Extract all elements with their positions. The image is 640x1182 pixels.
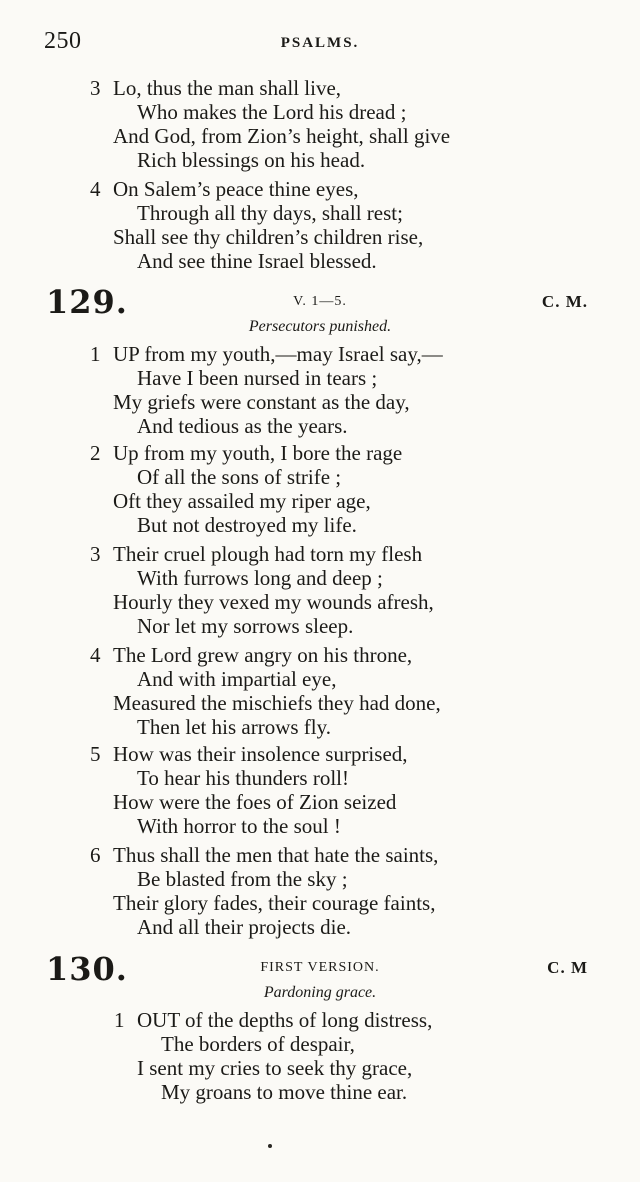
verse-line: On Salem’s peace thine eyes, [113,177,359,201]
version-label: FIRST VERSION. [260,960,380,975]
verse-line: The borders of despair, [161,1032,355,1056]
verse-line: And God, from Zion’s height, shall give [113,124,451,148]
verse-line: And all their projects die. [137,915,352,939]
psalm-subtitle: Persecutors punished. [248,318,392,335]
verse-line: UP from my youth,—may Israel say,— [113,342,443,366]
page-mark [268,1144,272,1148]
verse-line: And with impartial eye, [137,667,337,691]
stanza-number: 3 [90,542,101,566]
psalm-number: 130. [46,950,128,988]
verse-line: Through all thy days, shall rest; [137,201,403,225]
verse-line: My griefs were constant as the day, [113,390,410,414]
stanza-number: 1 [90,342,101,366]
verse-line: Their cruel plough had torn my flesh [113,542,423,566]
verse-line: I sent my cries to seek thy grace, [137,1056,413,1080]
stanza-number: 4 [90,643,101,667]
verse-line: The Lord grew angry on his throne, [113,643,413,667]
verse-range: V. 1—5. [293,294,347,309]
verse-line: And tedious as the years. [137,414,348,438]
verse-line: Lo, thus the man shall live, [113,76,342,100]
verse-line: And see thine Israel blessed. [137,249,377,273]
verse-line: Who makes the Lord his dread ; [137,100,407,124]
verse-line: Be blasted from the sky ; [137,867,348,891]
stanza-number: 6 [90,843,101,867]
psalm-subtitle: Pardoning grace. [263,984,377,1001]
verse-line: Hourly they vexed my wounds afresh, [113,590,434,614]
verse-line: Of all the sons of strife ; [137,465,342,489]
stanza-number: 4 [90,177,101,201]
verse-line: Nor let my sorrows sleep. [137,614,354,638]
meter: C. M [547,958,588,977]
running-title: PSALMS. [280,35,360,51]
verse-line: OUT of the depths of long distress, [137,1008,433,1032]
verse-line: To hear his thunders roll! [137,766,349,790]
stanza-number: 5 [90,742,101,766]
verse-line: Thus shall the men that hate the saints, [113,843,439,867]
verse-line: But not destroyed my life. [137,513,357,537]
verse-line: Their glory fades, their courage faints, [113,891,436,915]
psalm-number: 129. [46,283,128,321]
stanza-number: 3 [90,76,101,100]
verse-line: Shall see thy children’s children rise, [113,225,424,249]
verse-line: Then let his arrows fly. [137,715,332,739]
verse-line: My groans to move thine ear. [161,1080,408,1104]
verse-line: How was their insolence surprised, [113,742,408,766]
stanza-number: 2 [90,441,101,465]
verse-line: With horror to the soul ! [137,814,341,838]
verse-line: Oft they assailed my riper age, [113,489,371,513]
verse-line: Measured the mischiefs they had done, [113,691,441,715]
verse-line: How were the foes of Zion seized [113,790,397,814]
page-number: 250 [44,28,82,54]
meter: C. M. [541,292,588,311]
verse-line: With furrows long and deep ; [137,566,383,590]
verse-line: Have I been nursed in tears ; [137,366,378,390]
verse-line: Rich blessings on his head. [137,148,366,172]
stanza-number: 1 [114,1008,125,1032]
verse-line: Up from my youth, I bore the rage [113,441,403,465]
